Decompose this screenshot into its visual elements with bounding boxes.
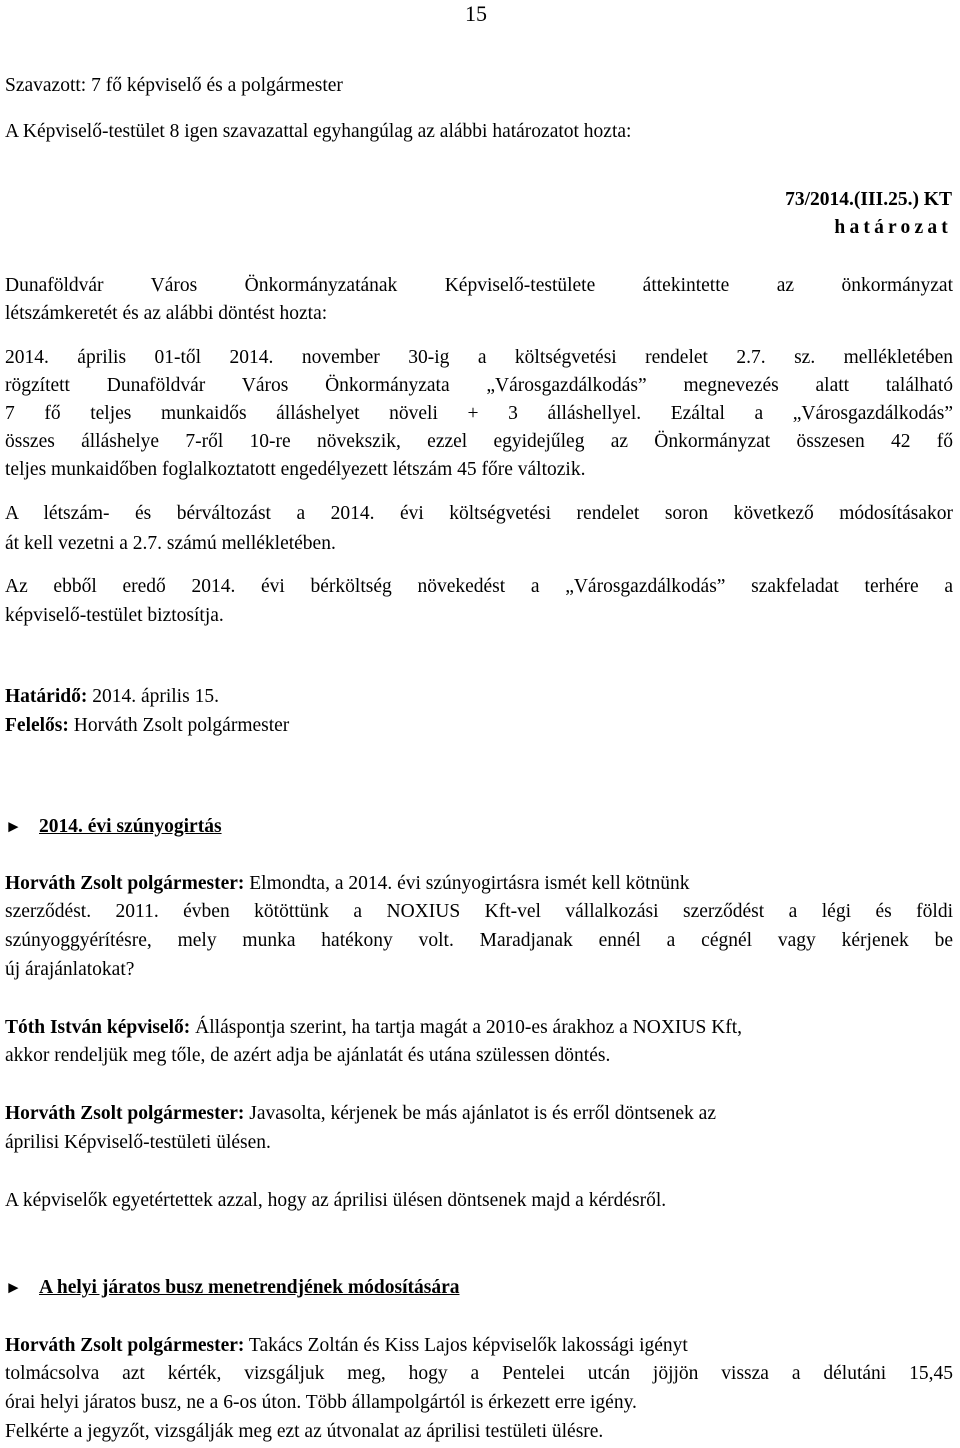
arrow-right-icon: ► — [5, 817, 22, 836]
responsible-line — [5, 714, 289, 738]
decision-intro-line: létszámkeretét és az alábbi döntést hozta: — [5, 303, 328, 324]
decision-title: határozat — [834, 217, 952, 238]
responsible-value: Horváth Zsolt polgármester — [68, 715, 290, 736]
decision-body-line: 7 fő teljes munkaidős álláshelyet növeli + 3 álláshellyel. Ezáltal a „Városgazdálkodás” — [5, 403, 953, 424]
section-heading — [5, 1276, 460, 1300]
paragraph-line: szúnyoggyérítésre, mely munka hatékony volt. Maradjanak ennél a cégnél vagy kérjenek be — [5, 930, 953, 951]
decision-body-line: összes álláshelye 7-ről 10-re növekszik, ezzel egyidejűleg az Önkormányzat összesen 42 fő — [5, 431, 953, 452]
decision-body-line: 2014. április 01-től 2014. november 30-ig a költségvetési rendelet 2.7. sz. mellékletében — [5, 347, 953, 368]
deadline-value: 2014. április 15. — [87, 686, 219, 707]
page-number: 15 — [465, 1, 487, 26]
paragraph-line: szerződést. 2011. évben kötöttünk a NOXIUS Kft-vel vállalkozási szerződést a légi és földi — [5, 901, 953, 922]
paragraph-line — [5, 872, 690, 896]
arrow-right-icon: ► — [5, 1278, 22, 1297]
decision-paragraph2-line: A létszám- és bérváltozást a 2014. évi költségvetési rendelet soron következő módosításakor — [5, 503, 953, 524]
decision-intro-line: Dunaföldvár Város Önkormányzatának Képviselő-testülete áttekintette az önkormányzat — [5, 275, 953, 296]
paragraph-text: Elmondta, a 2014. évi szúnyogirtásra ismét kell kötnünk — [244, 873, 690, 894]
vote-line: Szavazott: 7 fő képviselő és a polgármester — [5, 75, 343, 96]
paragraph-line: új árajánlatokat? — [5, 959, 135, 980]
paragraph-line: Felkérte a jegyzőt, vizsgálják meg ezt az útvonalat az áprilisi testületi ülésre. — [5, 1421, 604, 1442]
speaker: Horváth Zsolt polgármester: — [5, 873, 245, 894]
decision-number: 73/2014.(III.25.) KT — [785, 189, 952, 210]
paragraph-line — [5, 1334, 688, 1358]
decision-intro: A Képviselő-testület 8 igen szavazattal egyhangúlag az alábbi határozatot hozta: — [5, 121, 632, 142]
paragraph-line — [5, 1016, 742, 1040]
decision-paragraph2-line: át kell vezetni a 2.7. számú mellékletében. — [5, 533, 336, 554]
decision-body-line: rögzített Dunaföldvár Város Önkormányzata „Városgazdálkodás” megnevezés alatt található — [5, 375, 953, 396]
section-title: A helyi járatos busz menetrendjének módosítására — [39, 1277, 460, 1298]
paragraph-line: órai helyi járatos busz, ne a 6-os úton. Több állampolgártól is érkezett erre igény. — [5, 1392, 637, 1413]
paragraph-line — [5, 1102, 716, 1126]
section-title: 2014. évi szúnyogirtás — [39, 816, 222, 837]
speaker: Horváth Zsolt polgármester: — [5, 1103, 245, 1124]
speaker: Tóth István képviselő: — [5, 1017, 191, 1038]
section-heading — [5, 815, 222, 839]
paragraph-line: tolmácsolva azt kérték, vizsgáljuk meg, hogy a Pentelei utcán jöjjön vissza a délutáni 15,45 — [5, 1363, 953, 1384]
paragraph-line: áprilisi Képviselő-testületi ülésen. — [5, 1132, 271, 1153]
decision-paragraph3-line: képviselő-testület biztosítja. — [5, 605, 224, 626]
paragraph-text: Takács Zoltán és Kiss Lajos képviselők lakossági igényt — [244, 1335, 688, 1356]
paragraph-line: akkor rendeljük meg tőle, de azért adja be ajánlatát és utána szülessen döntés. — [5, 1045, 611, 1066]
paragraph-text: Javasolta, kérjenek be más ajánlatot is és erről döntsenek az — [244, 1103, 716, 1124]
paragraph-text: Álláspontja szerint, ha tartja magát a 2010-es árakhoz a NOXIUS Kft, — [190, 1017, 743, 1038]
deadline-line — [5, 685, 219, 709]
paragraph-line: A képviselők egyetértettek azzal, hogy az áprilisi ülésen döntsenek majd a kérdésről. — [5, 1190, 667, 1211]
decision-paragraph3-line: Az ebből eredő 2014. évi bérköltség növekedést a „Városgazdálkodás” szakfeladat terhére a — [5, 576, 953, 597]
responsible-label: Felelős: — [5, 715, 69, 736]
speaker: Horváth Zsolt polgármester: — [5, 1335, 245, 1356]
deadline-label: Határidő: — [5, 686, 88, 707]
decision-body-line: teljes munkaidőben foglalkoztatott engedélyezett létszám 45 főre változik. — [5, 459, 586, 480]
